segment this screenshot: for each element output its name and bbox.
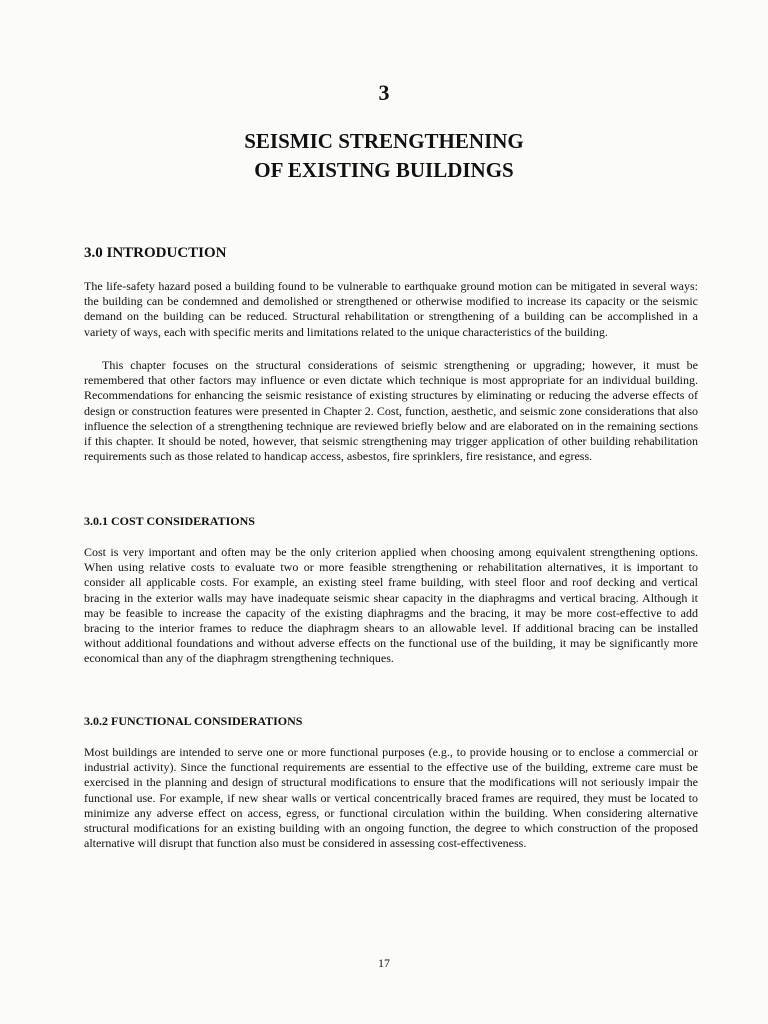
section-heading-cost: 3.0.1 COST CONSIDERATIONS [84,514,255,528]
paragraph-intro-1: The life-safety hazard posed a building found to be vulnerable to earthquake ground motion can be mitigated in several ways: the building can be condemned and demolished or strengthened or otherwise modified to increase its capacity or the seismic demand on the building can be reduced. Structural rehabilitation or strengthening of a building can be accomplished in a variety of ways, each with specific merits and limitations related to the unique characteristics of the building. [84,279,698,339]
paragraph-cost: Cost is very important and often may be the only criterion applied when choosing among equivalent strengthening options. When using relative costs to evaluate two or more feasible strengthening or rehabilitation alternatives, it is important to consider all applicable costs. For example, an existing steel frame building, with steel floor and roof decking and vertical bracing in the exterior walls may have inadequate seismic shear capacity in the diaphragms and vertical bracing. Although it may be feasible to increase the capacity of the existing diaphragms and the bracing, it may be more cost-effective to add bracing to the interior frames to reduce the diaphragm shears to an allowable level. If additional bracing can be installed without additional foundations and without adverse effects on the functional use of the building, it may be significantly more economical than any of the diaphragm strengthening techniques. [84,545,698,666]
chapter-title [0,127,768,185]
chapter-title-line-2: OF EXISTING BUILDINGS [254,158,514,182]
section-heading-introduction: 3.0 INTRODUCTION [84,245,227,261]
section-heading-functional: 3.0.2 FUNCTIONAL CONSIDERATIONS [84,714,303,728]
paragraph-intro-2: This chapter focuses on the structural considerations of seismic strengthening or upgrading; however, it must be remembered that other factors may influence or even dictate which technique is most appropriate for an individual building. Recommendations for enhancing the seismic resistance of existing structures by eliminating or reducing the adverse effects of design or construction features were presented in Chapter 2. Cost, function, aesthetic, and seismic zone considerations that also influence the selection of a strengthening technique are reviewed briefly below and are elaborated on in the remaining sections if this chapter. It should be noted, however, that seismic strengthening may trigger application of other building rehabilitation requirements such as those related to handicap access, asbestos, fire sprinklers, fire resistance, and egress. [84,358,698,464]
chapter-title-line-1: SEISMIC STRENGTHENING [244,129,524,153]
chapter-number: 3 [378,80,390,105]
paragraph-functional: Most buildings are intended to serve one or more functional purposes (e.g., to provide housing or to enclose a commercial or industrial activity). Since the functional requirements are essential to the effective use of the building, extreme care must be exercised in the planning and design of structural modifications to ensure that the modifications will not seriously impair the functional use. For example, if new shear walls or vertical concentrically braced frames are required, they must be located to minimize any adverse effect on access, egress, or functional circulation within the building. When considering alternative structural modifications for an existing building with an ongoing function, the degree to which construction of the proposed alternative will disrupt that function also must be considered in assessing cost-effectiveness. [84,745,698,851]
page-number: 17 [378,956,390,970]
